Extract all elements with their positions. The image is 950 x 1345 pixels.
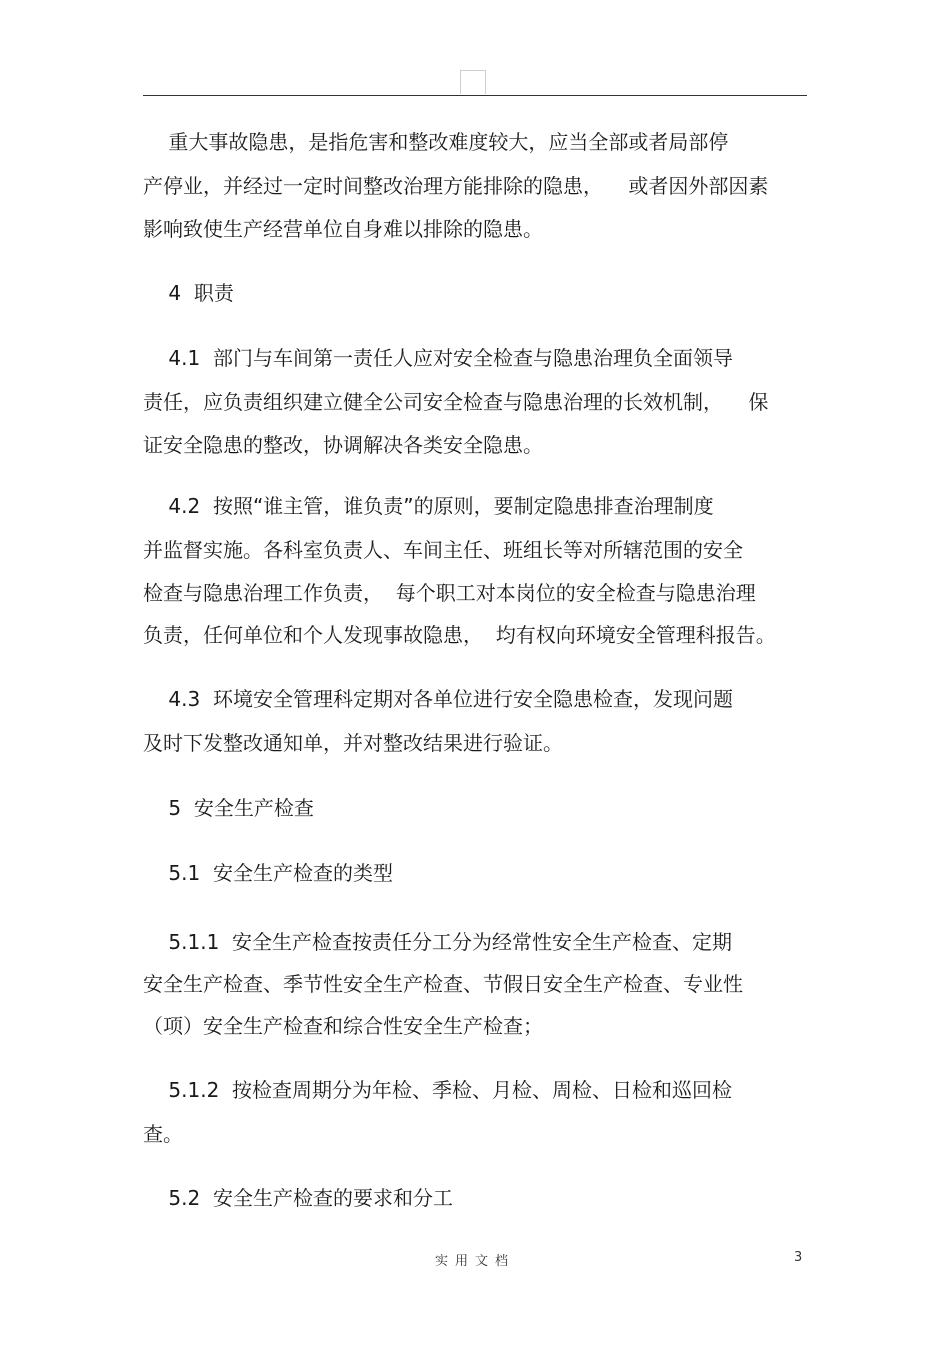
header-mark bbox=[460, 70, 486, 94]
section-heading-5-2: 5.2 安全生产检查的要求和分工 bbox=[143, 1186, 453, 1210]
paragraph-4-3-line-1: 4.3 环境安全管理科定期对各单位进行安全隐患检查，发现问题 bbox=[143, 687, 733, 711]
section-heading-5: 5 安全生产检查 bbox=[143, 796, 314, 820]
paragraph-5-1-2-line-1: 5.1.2 按检查周期分为年检、季检、月检、周检、日检和巡回检 bbox=[143, 1078, 733, 1102]
paragraph-5-1-2-line-2: 查。 bbox=[143, 1122, 183, 1146]
paragraph-4-1-line-1: 4.1 部门与车间第一责任人应对安全检查与隐患治理负全面领导 bbox=[143, 346, 733, 370]
paragraph-4-2-line-1: 4.2 按照“谁主管，谁负责”的原则，要制定隐患排查治理制度 bbox=[143, 494, 714, 518]
paragraph-1-line-1: 重大事故隐患，是指危害和整改难度较大，应当全部或者局部停 bbox=[143, 130, 729, 154]
paragraph-4-3-line-2: 及时下发整改通知单，并对整改结果进行验证。 bbox=[143, 731, 563, 755]
paragraph-5-1-1-line-2: 安全生产检查、季节性安全生产检查、节假日安全生产检查、专业性 bbox=[143, 972, 743, 996]
paragraph-4-2-line-3: 检查与隐患治理工作负责， 每个职工对本岗位的安全检查与隐患治理 bbox=[143, 581, 756, 605]
paragraph-5-1-1-line-1: 5.1.1 安全生产检查按责任分工分为经常性安全生产检查、定期 bbox=[143, 930, 733, 954]
header-rule bbox=[143, 95, 807, 96]
section-heading-5-1: 5.1 安全生产检查的类型 bbox=[143, 861, 393, 885]
paragraph-4-1-line-2: 责任，应负责组织建立健全公司安全检查与隐患治理的长效机制， 保 bbox=[143, 390, 769, 414]
page-number: 3 bbox=[794, 1250, 803, 1265]
paragraph-4-2-line-4: 负责，任何单位和个人发现事故隐患， 均有权向环境安全管理科报告。 bbox=[143, 623, 776, 647]
paragraph-1-line-3: 影响致使生产经营单位自身难以排除的隐患。 bbox=[143, 217, 543, 241]
section-heading-4: 4 职责 bbox=[143, 281, 234, 305]
paragraph-4-1-line-3: 证安全隐患的整改，协调解决各类安全隐患。 bbox=[143, 433, 543, 457]
paragraph-1-line-2: 产停业，并经过一定时间整改治理方能排除的隐患， 或者因外部因素 bbox=[143, 174, 769, 198]
footer-label: 实用文档 bbox=[434, 1254, 515, 1269]
paragraph-5-1-1-line-3: （项）安全生产检查和综合性安全生产检查； bbox=[143, 1014, 543, 1038]
paragraph-4-2-line-2: 并监督实施。各科室负责人、车间主任、班组长等对所辖范围的安全 bbox=[143, 538, 743, 562]
